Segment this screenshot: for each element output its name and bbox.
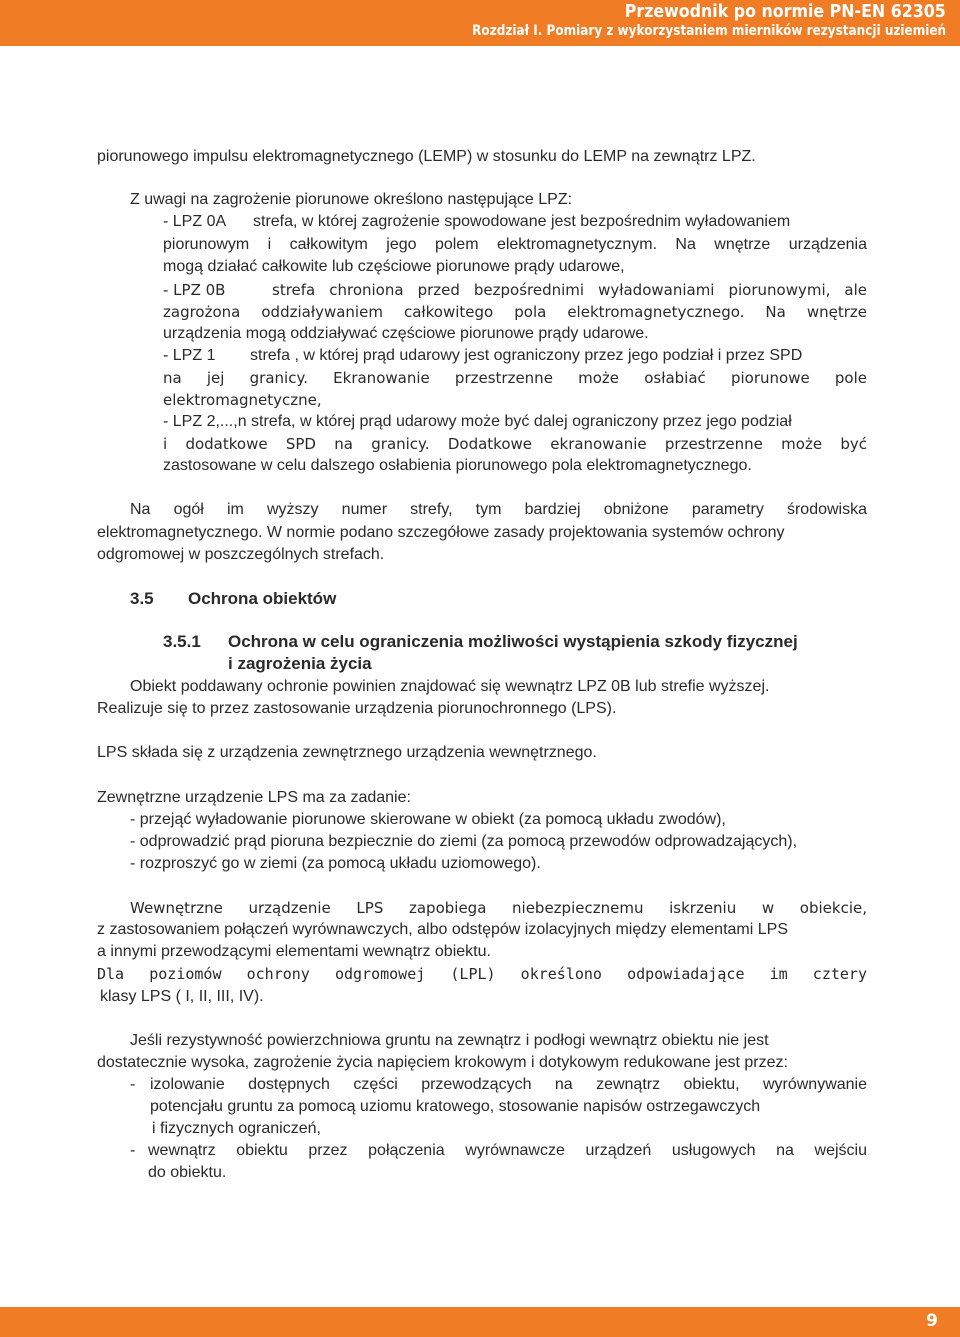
paragraph-line: Obiekt poddawany ochronie powinien znajdować się wewnątrz LPZ 0B lub strefie wyższej.: [130, 678, 770, 695]
page-number: 9: [926, 1311, 938, 1331]
list-item: - rozproszyć go w ziemi (za pomocą układu uziomowego).: [130, 855, 541, 872]
paragraph-line: elektromagnetycznego. W normie podano szczegółowe zasady projektowania systemów ochrony: [97, 524, 785, 541]
list-item: - odprowadzić prąd pioruna bezpiecznie do ziemi (za pomocą przewodów odprowadzających),: [130, 833, 798, 850]
paragraph-line: LPS składa się z urządzenia zewnętrznego urządzenia wewnętrznego.: [97, 744, 597, 761]
list-dash: -: [130, 1142, 136, 1159]
paragraph-line: dostatecznie wysoka, zagrożenie życia napięciem krokowym i dotykowym redukowane jest przez:: [97, 1054, 788, 1071]
paragraph-line: zastosowane w celu dalszego osłabienia piorunowego pola elektromagnetycznego.: [163, 457, 752, 474]
paragraph-line: klasy LPS ( I, II, III, IV).: [100, 988, 264, 1005]
lpz-0a-text: strefa, w której zagrożenie spowodowane jest bezpośrednim wyładowaniem: [253, 213, 791, 230]
paragraph-line: z zastosowaniem połączeń wyrównawczych, albo odstępów izolacyjnych między elementami LPS: [97, 921, 788, 938]
list-dash: -: [130, 1076, 136, 1093]
subsection-title: Ochrona w celu ograniczenia możliwości wystąpienia szkody fizycznej: [228, 632, 798, 651]
list-item-cont: do obiektu.: [148, 1164, 227, 1181]
paragraph-line: odgromowej w poszczególnych strefach.: [97, 546, 385, 563]
chapter-title: Rozdział I. Pomiary z wykorzystaniem mierników rezystancji uziemień: [472, 23, 946, 39]
lpz-2-line: - LPZ 2,...,n strefa, w której prąd udarowy może być dalej ograniczony przez jego podział: [163, 413, 792, 430]
paragraph-line: piorunowym i całkowitym jego polem elektromagnetycznym. Na wnętrze urządzenia: [163, 236, 867, 253]
paragraph-line: Na ogół im wyższy numer strefy, tym bardziej obniżone parametry środowiska: [130, 501, 867, 518]
list-item-cont: potencjału gruntu za pomocą uziomu kratowego, stosowanie napisów ostrzegawczych: [150, 1098, 761, 1115]
list-item: - przejąć wyładowanie piorunowe skierowane w obiekt (za pomocą układu zwodów),: [130, 811, 726, 828]
paragraph-line: piorunowego impulsu elektromagnetycznego (LEMP) w stosunku do LEMP na zewnątrz LPZ.: [97, 148, 756, 165]
footer-band: [0, 1307, 960, 1337]
list-item-cont: i fizycznych ograniczeń,: [152, 1120, 321, 1137]
paragraph-line: mogą działać całkowite lub częściowe piorunowe prądy udarowe,: [163, 258, 625, 275]
paragraph-line: na jej granicy. Ekranowanie przestrzenne może osłabiać piorunowe pole: [163, 369, 867, 387]
paragraph-line: Zewnętrzne urządzenie LPS ma za zadanie:: [97, 789, 411, 806]
paragraph-line: urządzenia mogą oddziaływać częściowe piorunowe prądy udarowe.: [163, 325, 649, 342]
lpz-0b-text: strefa chroniona przed bezpośrednimi wyładowaniami piorunowymi, ale: [272, 281, 867, 299]
paragraph-line: Dla poziomów ochrony odgromowej (LPL) określono odpowiadające im cztery: [97, 965, 867, 983]
list-item: izolowanie dostępnych części przewodzących na zewnątrz obiektu, wyrównywanie: [150, 1076, 867, 1093]
subsection-number: 3.5.1: [163, 632, 201, 651]
paragraph-line: a innymi przewodzącymi elementami wewnątrz obiektu.: [97, 943, 491, 960]
header-band: [0, 0, 960, 46]
subsection-title: i zagrożenia życia: [228, 654, 372, 673]
section-title: Ochrona obiektów: [188, 589, 337, 608]
lpz-0a-code: - LPZ 0A: [163, 213, 227, 230]
lpz-0b-code: - LPZ 0B: [163, 281, 226, 299]
guide-title: Przewodnik po normie PN-EN 62305: [624, 1, 946, 22]
paragraph-line: zagrożona oddziaływaniem całkowitego pola elektromagnetycznego. Na wnętrze: [163, 303, 867, 321]
lpz-1-code: - LPZ 1: [163, 347, 216, 364]
paragraph-line: Realizuje się to przez zastosowanie urządzenia piorunochronnego (LPS).: [97, 700, 617, 717]
paragraph-line: Jeśli rezystywność powierzchniowa gruntu na zewnątrz i podłogi wewnątrz obiektu nie jest: [130, 1032, 769, 1049]
paragraph-line: Z uwagi na zagrożenie piorunowe określono następujące LPZ:: [130, 191, 573, 208]
paragraph-line: elektromagnetyczne,: [163, 391, 322, 409]
section-number: 3.5: [130, 589, 154, 608]
lpz-1-text: strefa , w której prąd udarowy jest ograniczony przez jego podział i przez SPD: [250, 347, 803, 364]
paragraph-line: i dodatkowe SPD na granicy. Dodatkowe ekranowanie przestrzenne może być: [163, 435, 867, 453]
list-item: wewnątrz obiektu przez połączenia wyrównawcze urządzeń usługowych na wejściu: [148, 1142, 867, 1159]
paragraph-line: Wewnętrzne urządzenie LPS zapobiega niebezpiecznemu iskrzeniu w obiekcie,: [130, 899, 867, 917]
